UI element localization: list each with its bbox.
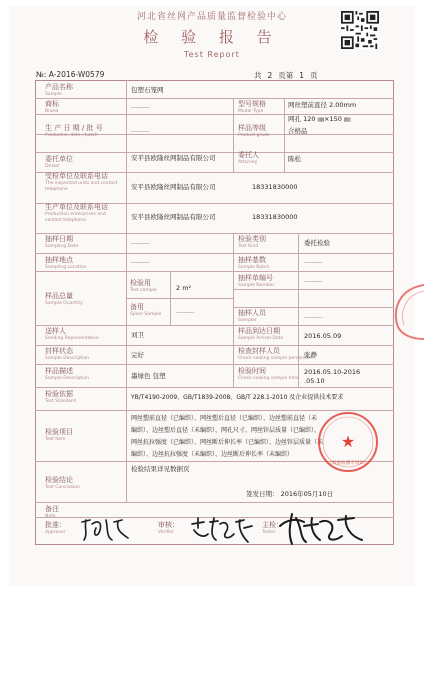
value-client: 安平县欧隆丝网制品有限公司 bbox=[131, 154, 216, 162]
label-batch: 生 产 日 期 / 批 号 Production date / batch bbox=[45, 124, 103, 138]
value-items: 网丝塑前直径（已编织）、网丝塑后直径（已编织）、边丝塑前直径（未 编织）、边丝塑后直径（未编织）、网孔尺寸、网丝锌层质量（已编织）、 网丝抗拉强度（已编织）、网丝断后伸长率（已编织）、边丝锌层质量（未 编织）、边丝抗拉强度（未编织）、边丝断后伸长率（未编织） bbox=[131, 415, 324, 458]
value-test-kind: 委托检验 bbox=[304, 239, 330, 247]
tester-signature bbox=[274, 508, 370, 548]
svg-text:（检验检测专用章）: （检验检测专用章） bbox=[327, 461, 369, 466]
svg-text:★: ★ bbox=[340, 432, 356, 451]
report-table bbox=[35, 80, 394, 545]
document-number: №: A-2016-W0579 bbox=[36, 70, 105, 79]
label-client: 委托单位 Dealer bbox=[45, 155, 73, 169]
value-description: 墨绿色 包塑 bbox=[131, 372, 166, 380]
value-product-name: 包塑石笼网 bbox=[131, 86, 164, 94]
label-standard: 检验依据 Test Standard bbox=[45, 390, 76, 404]
label-quantity: 样品总量 Sample Quantity bbox=[45, 292, 83, 306]
organization-name: 河北省丝网产品质量监督检验中心 bbox=[136, 12, 287, 22]
value-arrival-date: 2016.05.09 bbox=[304, 332, 342, 340]
value-model: 网丝塑前直径 2.00mm bbox=[288, 101, 357, 109]
label-sample-batch: 抽样基数 Sample Batch bbox=[238, 256, 270, 270]
approver-label: 批准： Approver bbox=[45, 521, 66, 535]
value-standard: YB/T4190-2009、GB/T1839-2008、GB/T 228.1-2010 及企业提供技术要求 bbox=[131, 394, 344, 401]
label-arrival-date: 样品到达日期 Sample Arrival Date bbox=[238, 327, 284, 341]
label-producer: 生产单位及联系电话 Production enterprises and contact telephone bbox=[45, 203, 108, 223]
verifier-signature bbox=[188, 514, 256, 546]
value-sampling-location: -------- bbox=[131, 258, 150, 266]
approver-signature bbox=[78, 514, 134, 544]
label-sample-no: 抽样单编号 Sample Number bbox=[238, 274, 275, 288]
label-brand: 商标 Brand bbox=[45, 100, 59, 114]
issue-date: 签发日期： 2016年05月10日 bbox=[246, 490, 334, 498]
value-sampling-date: -------- bbox=[131, 239, 150, 247]
value-inspected-phone: 18331830000 bbox=[252, 183, 298, 191]
label-note: 备注 Note bbox=[45, 505, 59, 519]
value-producer: 安平县欧隆丝网制品有限公司 bbox=[131, 213, 216, 221]
value-test-time: 2016.05.10-2016 bbox=[304, 368, 361, 376]
label-test-kind: 检验类别 Test Kind bbox=[238, 235, 266, 249]
value-inspected-unit: 安平县欧隆丝网制品有限公司 bbox=[131, 183, 216, 191]
label-model: 型号规格 Model Type bbox=[238, 100, 266, 114]
value-sending-rep: 刘卫 bbox=[131, 331, 144, 339]
value-brand: -------- bbox=[131, 103, 150, 111]
label-sampling-date: 抽样日期 Sampling Date bbox=[45, 235, 79, 249]
label-inspected-unit: 受检单位及联系电话 The inspected units and contact telephone bbox=[45, 172, 118, 192]
tester-label: 主检： Tester bbox=[262, 521, 283, 535]
label-test-time: 检验时间 Check sealing sample time bbox=[238, 367, 299, 381]
report-title: 检 验 报 告 bbox=[143, 28, 281, 46]
value-batch: -------- bbox=[131, 127, 150, 135]
value-sample-no: -------- bbox=[304, 277, 323, 285]
label-items: 检验项目 Test Item bbox=[45, 428, 73, 442]
label-seal-person: 检查封样人员 Check sealing sample personnel bbox=[238, 347, 311, 361]
inspection-seal-stamp bbox=[316, 410, 380, 474]
qr-code-icon bbox=[341, 11, 379, 49]
value-model-mesh: 网孔 120 ㎜×150 ㎜ bbox=[288, 115, 351, 123]
label-sending-rep: 送样人 Sending Representative bbox=[45, 327, 99, 341]
value-producer-phone: 18331830000 bbox=[252, 213, 298, 221]
edge-seal-stamp bbox=[370, 283, 424, 341]
value-conclusion: 检验结果详见数据页 bbox=[131, 465, 190, 473]
value-sampler: -------- bbox=[304, 313, 323, 321]
value-test-time-end: .05.10 bbox=[304, 377, 325, 385]
label-sampler: 抽样人员 Sampler bbox=[238, 309, 266, 323]
value-seal-person: 张静 bbox=[304, 351, 317, 359]
label-attorney: 委托人 Attorney bbox=[238, 151, 259, 165]
value-attorney: 陈松 bbox=[288, 155, 301, 163]
page-count: 共 2 页第 1 页 bbox=[254, 71, 318, 80]
label-grade: 样品等级 Product grade bbox=[238, 124, 270, 138]
value-sample-batch: -------- bbox=[304, 258, 323, 266]
label-test-sample: 检验用 Test sample bbox=[130, 279, 157, 293]
value-grade: 合格品 bbox=[288, 127, 308, 135]
value-test-sample: 2 m² bbox=[176, 284, 192, 292]
label-description: 样品描述 Sample Description bbox=[45, 367, 89, 381]
label-product-name: 产品名称 Sample bbox=[45, 83, 73, 97]
label-sampling-location: 抽样地点 Sampling Location bbox=[45, 256, 87, 270]
report-subtitle: Test Report bbox=[184, 50, 240, 59]
value-seal-state: 完好 bbox=[131, 351, 144, 359]
value-spare-sample: -------- bbox=[176, 308, 195, 316]
label-conclusion: 检验结论 Test Conclusion bbox=[45, 476, 80, 490]
label-spare-sample: 备用 Spare Sample bbox=[130, 303, 162, 317]
label-seal-state: 封样状态 Sample Description bbox=[45, 347, 89, 361]
verifier-label: 审核： Verifier bbox=[158, 521, 179, 535]
